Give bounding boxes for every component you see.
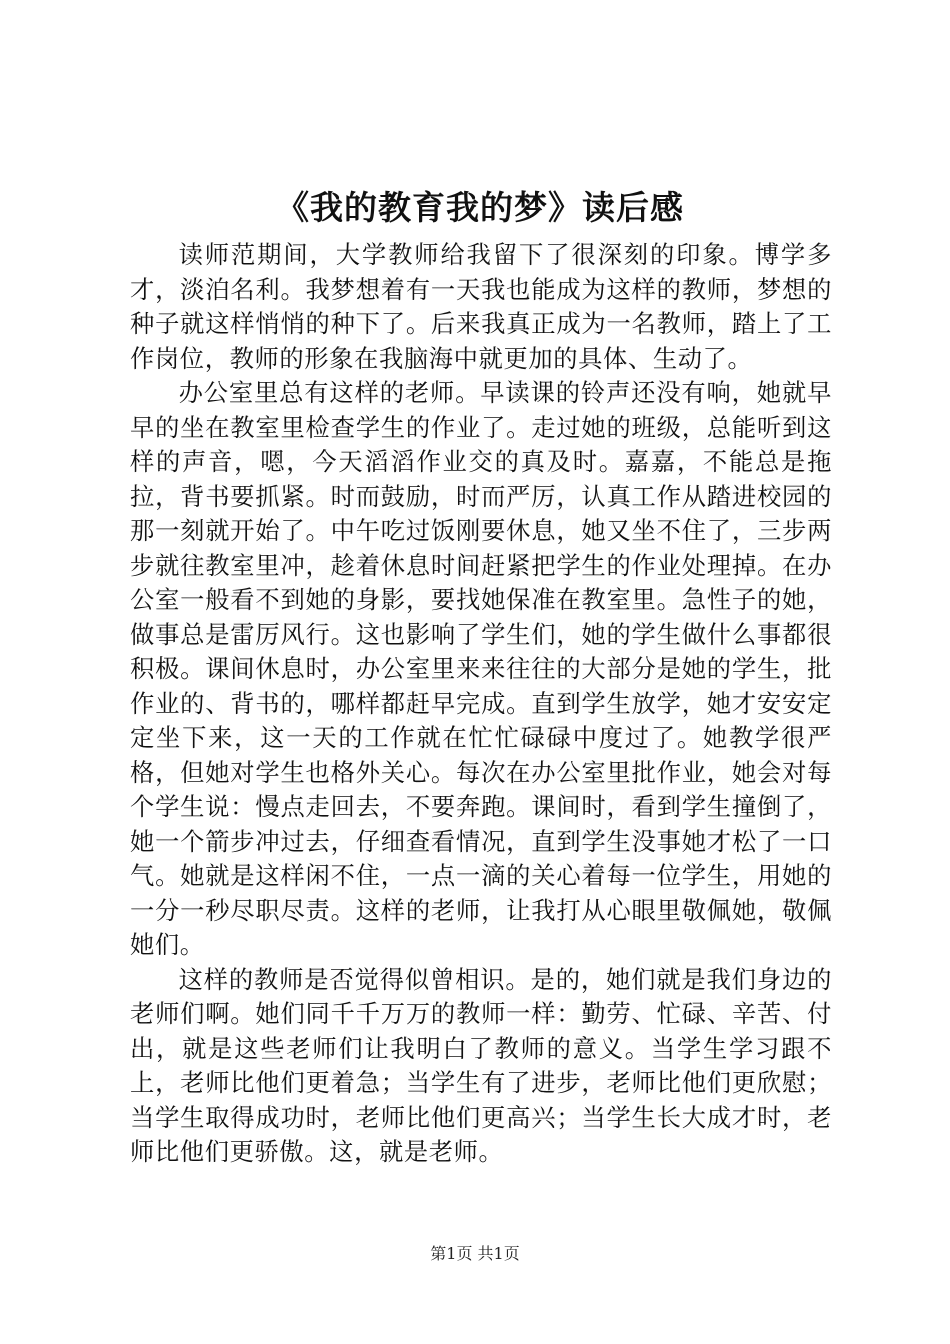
page-footer: 第1页 共1页 (430, 1244, 520, 1263)
document-title: 《我的教育我的梦》读后感 (276, 188, 684, 227)
paragraph-2: 办公室里总有这样的老师。早读课的铃声还没有响，她就早早的坐在教室里检查学生的作业了。走过她的班级，总能听到这样的声音，嗯，今天滔滔作业交的真及时。嘉嘉，不能总是拖拉，背书要抓紧。时而鼓励，时而严厉，认真工作从踏进校园的那一刻就开始了。中午吃过饭刚要休息，她又坐不住了，三步两步就往教室里冲，趁着休息时间赶紧把学生的作业处理掉。在办公室一般看不到她的身影，要找她保准在教室里。急性子的她，做事总是雷厉风行。这也影响了学生们，她的学生做什么事都很积极。课间休息时，办公室里来来往往的大部分是她的学生，批作业的、背书的，哪样都赶早完成。直到学生放学，她才安安定定坐下来，这一天的工作就在忙忙碌碌中度过了。她教学很严格，但她对学生也格外关心。每次在办公室里批作业，她会对每个学生说：慢点走回去，不要奔跑。课间时，看到学生撞倒了，她一个箭步冲过去，仔细查看情况，直到学生没事她才松了一口气。她就是这样闲不住，一点一滴的关心着每一位学生，用她的一分一秒尽职尽责。这样的老师，让我打从心眼里敬佩她，敬佩她们。 (130, 378, 832, 959)
paragraph-3: 这样的教师是否觉得似曾相识。是的，她们就是我们身边的老师们啊。她们同千千万万的教师一样：勤劳、忙碌、辛苦、付出，就是这些老师们让我明白了教师的意义。当学生学习跟不上，老师比他们更着急；当学生有了进步，老师比他们更欣慰；当学生取得成功时，老师比他们更高兴；当学生长大成才时，老师比他们更骄傲。这，就是老师。 (130, 964, 832, 1166)
document-body (130, 238, 832, 1170)
paragraph-1: 读师范期间，大学教师给我留下了很深刻的印象。博学多才，淡泊名利。我梦想着有一天我也能成为这样的教师，梦想的种子就这样悄悄的种下了。后来我真正成为一名教师，踏上了工作岗位，教师的形象在我脑海中就更加的具体、生动了。 (130, 240, 832, 373)
